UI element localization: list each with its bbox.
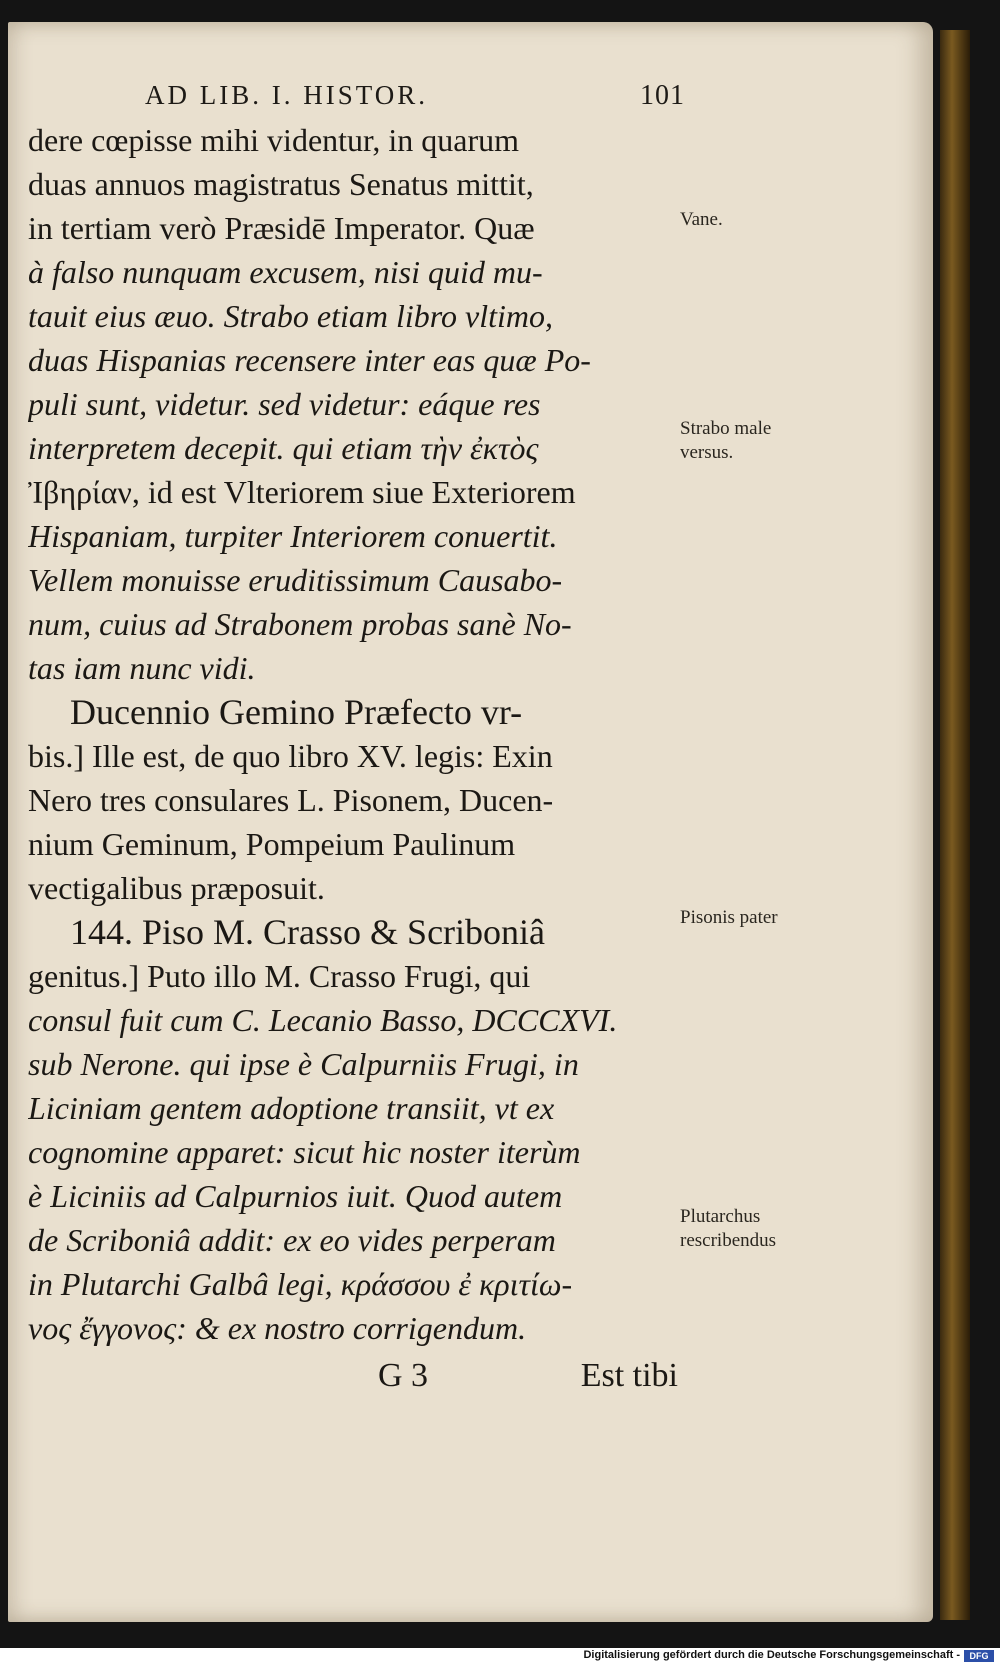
text-line: in Plutarchi Galbâ legi, κράσσου ἐ κριτίω-: [28, 1266, 573, 1302]
text-line: duas Hispanias recensere inter eas quæ Po-: [28, 342, 591, 378]
text-line: nium Geminum, Pompeium Paulinum: [28, 826, 516, 862]
running-title: AD LIB. I. HISTOR.: [145, 80, 428, 110]
text-line: Hispaniam, turpiter Interiorem conuertit.: [28, 518, 558, 554]
text-line: νος ἔγγονος: & ex nostro corrigendum.: [28, 1310, 527, 1346]
text-line: in tertiam verò Præsidē Imperator. Quæ: [28, 210, 535, 246]
main-text-block: [28, 118, 678, 1350]
text-line: sub Nerone. qui ipse è Calpurniis Frugi, in: [28, 1046, 579, 1082]
text-line: tas iam nunc vidi.: [28, 650, 256, 686]
book-binding-edge: [940, 30, 970, 1620]
funding-credit: Digitalisierung gefördert durch die Deutsche Forschungsgemeinschaft -: [583, 1649, 960, 1661]
text-line: Vellem monuisse eruditissimum Causabo-: [28, 562, 563, 598]
text-line: è Liciniis ad Calpurnios iuit. Quod autem: [28, 1178, 563, 1214]
text-line: vectigalibus præposuit.: [28, 870, 325, 906]
page-number: 101: [640, 80, 685, 111]
marginal-note: Plutarchus rescribendus: [680, 1206, 777, 1251]
text-line: Ἰβηρίαν, id est Vlteriorem siue Exteriorem: [28, 474, 576, 510]
text-line: 144. Piso M. Crasso & Scriboniâ: [70, 912, 546, 952]
text-line: Nero tres consulares L. Pisonem, Ducen-: [28, 782, 554, 818]
catchline: [28, 1357, 678, 1401]
text-line: duas annuos magistratus Senatus mittit,: [28, 166, 534, 202]
text-line: tauit eius æuo. Strabo etiam libro vltimo,: [28, 298, 554, 334]
text-line: Ducennio Gemino Præfecto vr-: [70, 692, 523, 732]
text-line: Liciniam gentem adoptione transiit, vt ex: [28, 1090, 555, 1126]
text-line: interpretem decepit. qui etiam τὴν ἐκτὸς: [28, 430, 539, 466]
text-line: de Scriboniâ addit: ex eo vides perperam: [28, 1222, 556, 1258]
text-line: dere cœpisse mihi videntur, in quarum: [28, 122, 520, 158]
text-line: cognomine apparet: sicut hic noster iterùm: [28, 1134, 581, 1170]
text-line: consul fuit cum C. Lecanio Basso, DCCCXVI.: [28, 1002, 618, 1038]
text-line: à falso nunquam excusem, nisi quid mu-: [28, 254, 543, 290]
marginal-note: Strabo male versus.: [680, 418, 772, 463]
text-line: puli sunt, videtur. sed videtur: eáque res: [28, 386, 541, 422]
marginal-note: Pisonis pater: [680, 907, 778, 928]
dfg-logo: DFG: [964, 1650, 994, 1662]
text-line: bis.] Ille est, de quo libro XV. legis: Exin: [28, 738, 553, 774]
catchword: Est tibi: [580, 1357, 678, 1394]
text-line: num, cuius ad Strabonem probas sanè No-: [28, 606, 572, 642]
running-header: [145, 80, 685, 120]
marginal-note: Vane.: [680, 209, 723, 230]
text-line: genitus.] Puto illo M. Crasso Frugi, qui: [28, 958, 531, 994]
signature-mark: G 3: [378, 1357, 429, 1394]
